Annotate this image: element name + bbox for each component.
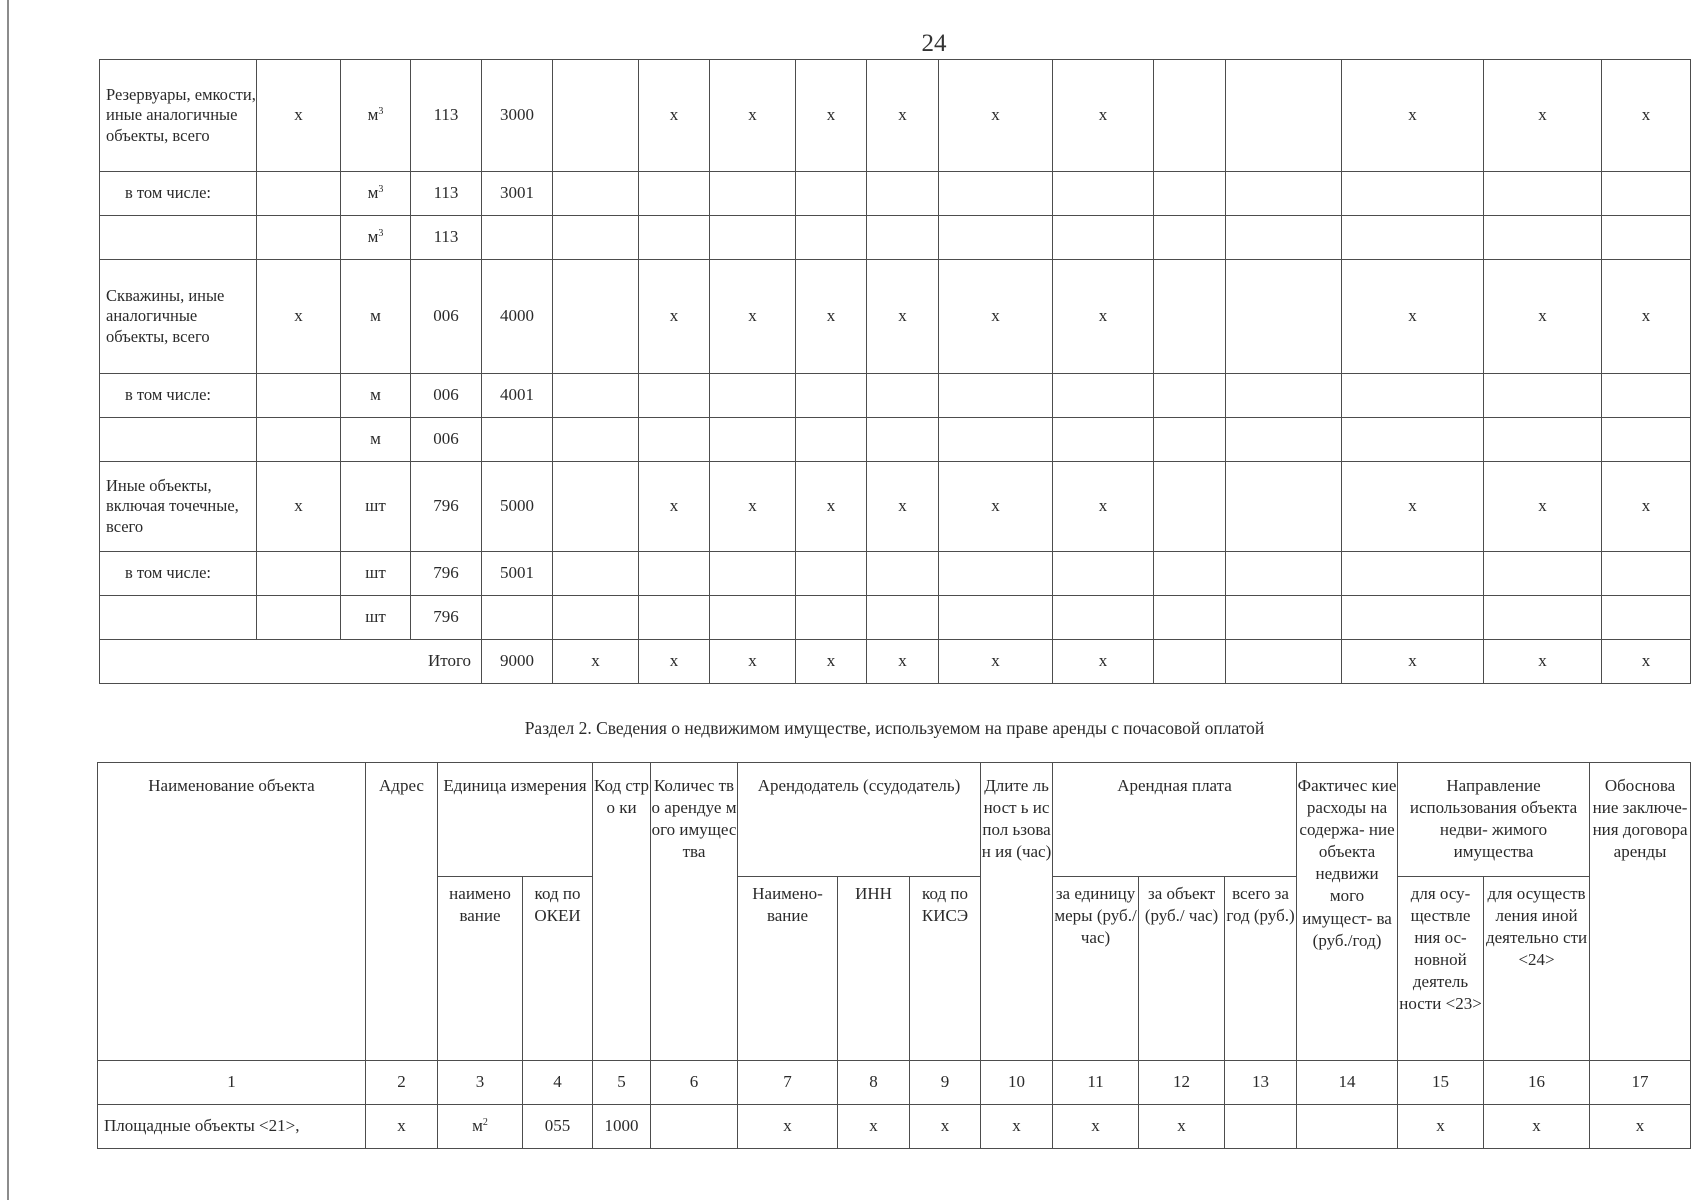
data-cell [1342,216,1484,260]
lessor-kise-cell: х [910,1105,981,1149]
data-cell: х [1053,462,1154,552]
data-cell [1154,260,1226,374]
data-cell [1484,552,1602,596]
unit-cell [341,216,411,260]
rent-object-cell: х [1139,1105,1225,1149]
data-cell: х [867,60,939,172]
rent-year-cell [1225,1105,1297,1149]
address-cell [257,418,341,462]
data-cell [939,172,1053,216]
data-cell [710,596,796,640]
row-code-cell: 3001 [482,172,553,216]
unit-cell [341,260,411,374]
data-cell [639,374,710,418]
unit-text: шт [365,496,386,516]
data-cell [553,172,639,216]
header-actual-costs: Фактичес кие расходы на содержа- ние объекта недвижи мого имущест- ва (руб./год) [1297,763,1398,1061]
object-name-cell [100,216,257,260]
header-quantity: Количес тво арендуе мого имущес тва [651,763,738,1061]
row-code-cell [482,216,553,260]
okei-cell: 055 [523,1105,593,1149]
header-lessor-name: Наимено- вание [738,877,838,1061]
okei-cell: 113 [411,216,482,260]
data-cell [1602,552,1691,596]
data-cell [1484,418,1602,462]
total-data-cell: х [1053,640,1154,684]
data-cell [867,374,939,418]
row-code-cell: 3000 [482,60,553,172]
table-row [100,374,1691,418]
data-cell [796,418,867,462]
data-cell [710,418,796,462]
rent-unit-cell: х [1053,1105,1139,1149]
address-cell [257,552,341,596]
data-cell [1484,374,1602,418]
duration-cell: х [981,1105,1053,1149]
data-cell [1602,374,1691,418]
okei-cell: 006 [411,418,482,462]
direction-main-cell: х [1398,1105,1484,1149]
data-cell [553,462,639,552]
object-name-cell: в том числе: [100,374,257,418]
table-row [100,462,1691,552]
total-data-cell: х [1484,640,1602,684]
table-row [100,60,1691,172]
data-cell: х [1342,60,1484,172]
address-cell [257,374,341,418]
table-row [100,172,1691,216]
justification-cell: х [1590,1105,1691,1149]
data-cell [939,418,1053,462]
row-code-cell: 4001 [482,374,553,418]
data-cell [867,596,939,640]
row-code-cell [482,418,553,462]
object-name-cell [100,596,257,640]
unit-superscript: 3 [378,106,384,118]
data-cell [1053,374,1154,418]
unit-text: м [370,385,381,405]
data-cell [639,172,710,216]
data-cell [867,552,939,596]
address-cell: х [257,60,341,172]
address-cell [257,216,341,260]
data-cell [1154,596,1226,640]
unit-text: м [367,105,379,125]
column-number: 1 [98,1061,366,1105]
header-lessor-kise: код по КИСЭ [910,877,981,1061]
total-data-cell: х [1602,640,1691,684]
header-direction-group: Направление использования объекта недви- жимого имущества [1398,763,1590,877]
data-cell [1053,216,1154,260]
table-row [100,260,1691,374]
data-cell [1226,462,1342,552]
data-cell [1602,418,1691,462]
table-row [100,552,1691,596]
page-number: 24 [921,30,947,57]
header-object-name: Наименование объекта [98,763,366,1061]
data-cell: х [867,260,939,374]
data-cell [710,216,796,260]
table-row [98,1105,1691,1149]
row-code-cell [482,596,553,640]
header-rent-year: всего за год (руб.) [1225,877,1297,1061]
header-rent-object: за объект (руб./ час) [1139,877,1225,1061]
unit-superscript: 3 [378,228,384,240]
section-2-table [97,762,1691,1149]
data-cell [1484,596,1602,640]
object-name-cell: Скважины, иные аналогичные объекты, всего [100,260,257,374]
total-data-cell: х [796,640,867,684]
data-cell [796,552,867,596]
data-cell [1342,552,1484,596]
quantity-cell [651,1105,738,1149]
data-cell: х [867,462,939,552]
data-cell [796,216,867,260]
data-cell: х [1053,260,1154,374]
okei-cell: 796 [411,552,482,596]
unit-cell [341,552,411,596]
total-data-cell: х [639,640,710,684]
address-cell: х [257,260,341,374]
object-name-cell: в том числе: [100,552,257,596]
data-cell [1226,260,1342,374]
data-cell [1053,172,1154,216]
okei-cell: 006 [411,374,482,418]
data-cell [939,552,1053,596]
data-cell [1226,172,1342,216]
data-cell [710,552,796,596]
data-cell [867,216,939,260]
object-name-cell: Резервуары, емкости, иные аналогичные объекты, всего [100,60,257,172]
unit-cell [341,418,411,462]
header-justification: Обоснова ние заключе- ния договора аренды [1590,763,1691,1061]
data-cell: х [710,60,796,172]
data-cell [553,418,639,462]
total-label: Итого [100,640,482,684]
unit-cell [341,374,411,418]
unit-text: м [472,1116,483,1136]
data-cell [553,260,639,374]
okei-cell: 113 [411,60,482,172]
data-cell [1602,172,1691,216]
data-cell: х [1602,260,1691,374]
unit-superscript: 2 [482,1117,488,1129]
header-unit-okei: код по ОКЕИ [523,877,593,1061]
data-cell [1484,172,1602,216]
total-data-cell: х [1342,640,1484,684]
data-cell: х [710,260,796,374]
data-cell: х [1602,462,1691,552]
header-address: Адрес [366,763,438,1061]
unit-text: м [370,306,381,326]
object-name-cell: Площадные объекты <21>, [98,1105,366,1149]
data-cell [1342,172,1484,216]
column-number: 4 [523,1061,593,1105]
header-direction-other: для осуществ ления иной деятельно сти <24> [1484,877,1590,1061]
data-cell [553,216,639,260]
data-cell [1154,374,1226,418]
unit-superscript: 3 [378,184,384,196]
okei-cell: 113 [411,172,482,216]
data-cell: х [1484,462,1602,552]
section-2-title: Раздел 2. Сведения о недвижимом имуществе, используемом на праве аренды с почасовой оплатой [524,718,1265,738]
data-cell [796,172,867,216]
continuation-table [99,59,1691,684]
column-number-row [98,1061,1691,1105]
unit-cell [341,60,411,172]
header-rent-group: Арендная плата [1053,763,1297,877]
data-cell: х [639,60,710,172]
column-number: 7 [738,1061,838,1105]
data-cell [553,596,639,640]
total-code-cell: 9000 [482,640,553,684]
total-data-cell: х [710,640,796,684]
column-number: 8 [838,1061,910,1105]
unit-cell [341,596,411,640]
header-lessor-inn: ИНН [838,877,910,1061]
data-cell: х [639,462,710,552]
column-number: 12 [1139,1061,1225,1105]
data-cell [939,374,1053,418]
header-duration: Длите льност ь испол ьзован ия (час) [981,763,1053,1061]
data-cell: х [710,462,796,552]
data-cell [1342,418,1484,462]
column-number: 6 [651,1061,738,1105]
table-row [100,216,1691,260]
column-number: 11 [1053,1061,1139,1105]
data-cell [1342,596,1484,640]
row-code-cell: 4000 [482,260,553,374]
data-cell: х [796,260,867,374]
data-cell [1154,216,1226,260]
address-cell [257,172,341,216]
data-cell [1226,418,1342,462]
address-cell: х [257,462,341,552]
page-margin-line [7,0,9,1200]
column-number: 3 [438,1061,523,1105]
total-data-cell [1226,640,1342,684]
data-cell [1154,60,1226,172]
data-cell [553,374,639,418]
okei-cell: 796 [411,596,482,640]
data-cell: х [1484,60,1602,172]
data-cell: х [939,60,1053,172]
data-cell [1154,172,1226,216]
total-data-cell: х [867,640,939,684]
total-data-cell: х [939,640,1053,684]
column-number: 15 [1398,1061,1484,1105]
row-code-cell: 5000 [482,462,553,552]
data-cell: х [1484,260,1602,374]
data-cell [1053,552,1154,596]
total-row [100,640,1691,684]
column-number: 9 [910,1061,981,1105]
lessor-name-cell: х [738,1105,838,1149]
data-cell [639,418,710,462]
data-cell [1226,216,1342,260]
data-cell [1342,374,1484,418]
table-row [100,596,1691,640]
column-number: 10 [981,1061,1053,1105]
data-cell [1602,216,1691,260]
object-name-cell: Иные объекты, включая точечные, всего [100,462,257,552]
data-cell: х [796,60,867,172]
data-cell: х [639,260,710,374]
header-lessor-group: Арендодатель (ссудодатель) [738,763,981,877]
okei-cell: 006 [411,260,482,374]
header-unit-group: Единица измерения [438,763,593,877]
data-cell: х [939,260,1053,374]
address-cell [257,596,341,640]
data-cell [639,596,710,640]
total-data-cell [1154,640,1226,684]
unit-cell [341,172,411,216]
data-cell [1053,418,1154,462]
data-cell [1602,596,1691,640]
object-name-cell [100,418,257,462]
unit-cell [438,1105,523,1149]
data-cell [1226,596,1342,640]
header-rent-unit: за единицу меры (руб./ час) [1053,877,1139,1061]
row-code-cell: 1000 [593,1105,651,1149]
data-cell [1154,418,1226,462]
data-cell [639,216,710,260]
header-unit-name: наимено вание [438,877,523,1061]
data-cell [1053,596,1154,640]
unit-text: м [370,429,381,449]
data-cell [939,216,1053,260]
column-number: 14 [1297,1061,1398,1105]
table-row [100,418,1691,462]
data-cell [796,374,867,418]
data-cell [1226,552,1342,596]
actual-costs-cell [1297,1105,1398,1149]
unit-cell [341,462,411,552]
data-cell [710,172,796,216]
data-cell: х [1342,260,1484,374]
direction-other-cell: х [1484,1105,1590,1149]
data-cell [553,552,639,596]
data-cell [939,596,1053,640]
data-cell: х [1053,60,1154,172]
data-cell [639,552,710,596]
row-code-cell: 5001 [482,552,553,596]
lessor-inn-cell: х [838,1105,910,1149]
address-cell: х [366,1105,438,1149]
data-cell [867,418,939,462]
data-cell: х [796,462,867,552]
unit-text: м [367,183,379,203]
data-cell [553,60,639,172]
header-direction-main: для осу- ществле ния ос- новной деятель ности <23> [1398,877,1484,1061]
data-cell [867,172,939,216]
data-cell [1226,374,1342,418]
total-data-cell: х [553,640,639,684]
column-number: 17 [1590,1061,1691,1105]
column-number: 16 [1484,1061,1590,1105]
unit-text: шт [365,607,386,627]
okei-cell: 796 [411,462,482,552]
data-cell [1484,216,1602,260]
column-number: 2 [366,1061,438,1105]
object-name-cell: в том числе: [100,172,257,216]
data-cell [1154,462,1226,552]
data-cell [710,374,796,418]
data-cell [1154,552,1226,596]
column-number: 13 [1225,1061,1297,1105]
unit-text: шт [365,563,386,583]
data-cell [1226,60,1342,172]
data-cell: х [1602,60,1691,172]
data-cell: х [939,462,1053,552]
data-cell: х [1342,462,1484,552]
column-number: 5 [593,1061,651,1105]
header-row-code: Код стро ки [593,763,651,1061]
data-cell [796,596,867,640]
unit-text: м [367,227,379,247]
